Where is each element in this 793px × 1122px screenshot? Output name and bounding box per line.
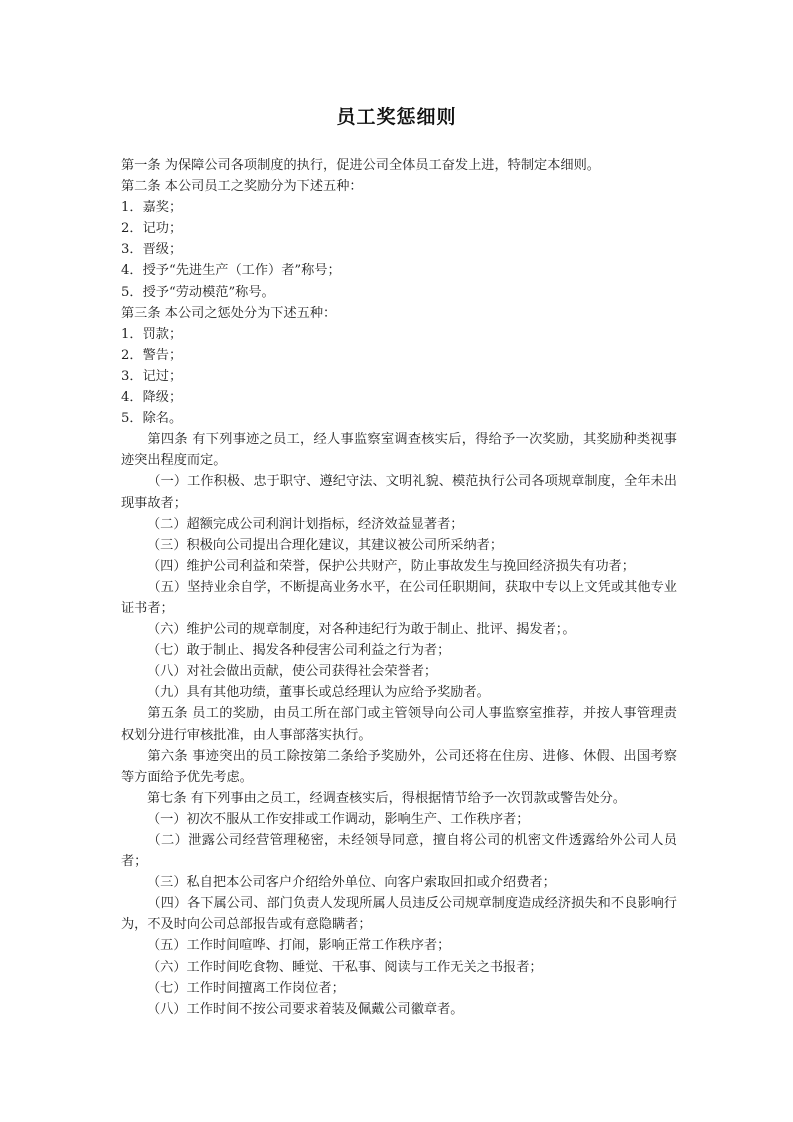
penalty-item-2: 2．警告； xyxy=(121,347,183,363)
article-7-clause-5: （五）工作时间喧哗、打闹，影响正常工作秩序者； xyxy=(147,938,451,954)
penalty-item-3: 3．记过； xyxy=(121,368,183,384)
article-4-clause-7: （七）敢于制止、揭发各种侵害公司利益之行为者； xyxy=(147,643,451,659)
article-4-clause-4: （四）维护公司利益和荣誉，保护公共财产，防止事故发生与挽回经济损失有功者； xyxy=(147,558,635,574)
reward-item-5: 5．授予“劳动模范”称号。 xyxy=(121,284,275,300)
reward-item-3: 3．晋级； xyxy=(121,242,183,258)
article-4-clause-9: （九）具有其他功绩，董事长或总经理认为应给予奖励者。 xyxy=(147,685,490,701)
article-7-clause-7: （七）工作时间擅离工作岗位者； xyxy=(147,980,345,996)
reward-item-1: 1．嘉奖； xyxy=(121,200,183,216)
article-5: 第五条 员工的奖励，由员工所在部门或主管领导向公司人事监察室推荐，并按人事管理责权划分进行审核批准，由人事部落实执行。 xyxy=(121,706,677,743)
article-7-clause-8: （八）工作时间不按公司要求着装及佩戴公司徽章者。 xyxy=(147,1001,464,1017)
article-4-clause-6: （六）维护公司的规章制度，对各种违纪行为敢于制止、批评、揭发者；。 xyxy=(147,622,576,638)
article-3: 第三条 本公司之惩处分为下述五种： xyxy=(121,305,337,321)
reward-item-2: 2．记功； xyxy=(121,221,183,237)
article-1: 第一条 为保障公司各项制度的执行，促进公司全体员工奋发上进，特制定本细则。 xyxy=(121,158,600,173)
document-body xyxy=(121,155,677,1020)
article-7-clause-3: （三）私自把本公司客户介绍给外单位、向客户索取回扣或介绍费者； xyxy=(147,875,556,891)
reward-item-4: 4．授予“先进生产（工作）者”称号； xyxy=(121,263,341,279)
article-4-clause-3: （三）积极向公司提出合理化建议，其建议被公司所采纳者； xyxy=(147,537,504,553)
article-4-clause-2: （二）超额完成公司利润计划指标，经济效益显著者； xyxy=(147,516,464,532)
article-4-clause-8: （八）对社会做出贡献，使公司获得社会荣誉者； xyxy=(147,664,438,680)
article-4: 第四条 有下列事迹之员工，经人事监察室调查核实后，得给予一次奖励，其奖励种类视事迹突出程度而定。 xyxy=(121,432,677,469)
article-7-clause-6: （六）工作时间吃食物、睡觉、干私事、阅读与工作无关之书报者； xyxy=(147,959,543,975)
penalty-item-5: 5．除名。 xyxy=(121,411,183,427)
penalty-item-1: 1．罚款； xyxy=(121,326,183,342)
article-4-clause-5: （五）坚持业余自学，不断提高业务水平，在公司任职期间，获取中专以上文凭或其他专业证书者； xyxy=(121,579,677,616)
article-6: 第六条 事迹突出的员工除按第二条给予奖励外，公司还将在住房、进修、休假、出国考察等方面给予优先考虑。 xyxy=(121,748,677,785)
article-7-clause-1: （一）初次不服从工作安排或工作调动，影响生产、工作秩序者； xyxy=(147,811,530,827)
document-title: 员工奖惩细则 xyxy=(336,106,457,128)
article-2: 第二条 本公司员工之奖励分为下述五种： xyxy=(121,179,363,195)
article-7-clause-4: （四）各下属公司、部门负责人发现所属人员违反公司规章制度造成经济损失和不良影响行为，不及时向公司总部报告或有意隐瞒者； xyxy=(121,896,677,933)
penalty-item-4: 4．降级； xyxy=(121,390,183,406)
article-7: 第七条 有下列事由之员工，经调查核实后，得根据情节给予一次罚款或警告处分。 xyxy=(147,790,626,806)
article-7-clause-2: （二）泄露公司经营管理秘密，未经领导同意，擅自将公司的机密文件透露给外公司人员者； xyxy=(121,833,677,870)
article-4-clause-1: （一）工作积极、忠于职守、遵纪守法、文明礼貌、模范执行公司各项规章制度，全年未出现事故者； xyxy=(121,474,677,511)
